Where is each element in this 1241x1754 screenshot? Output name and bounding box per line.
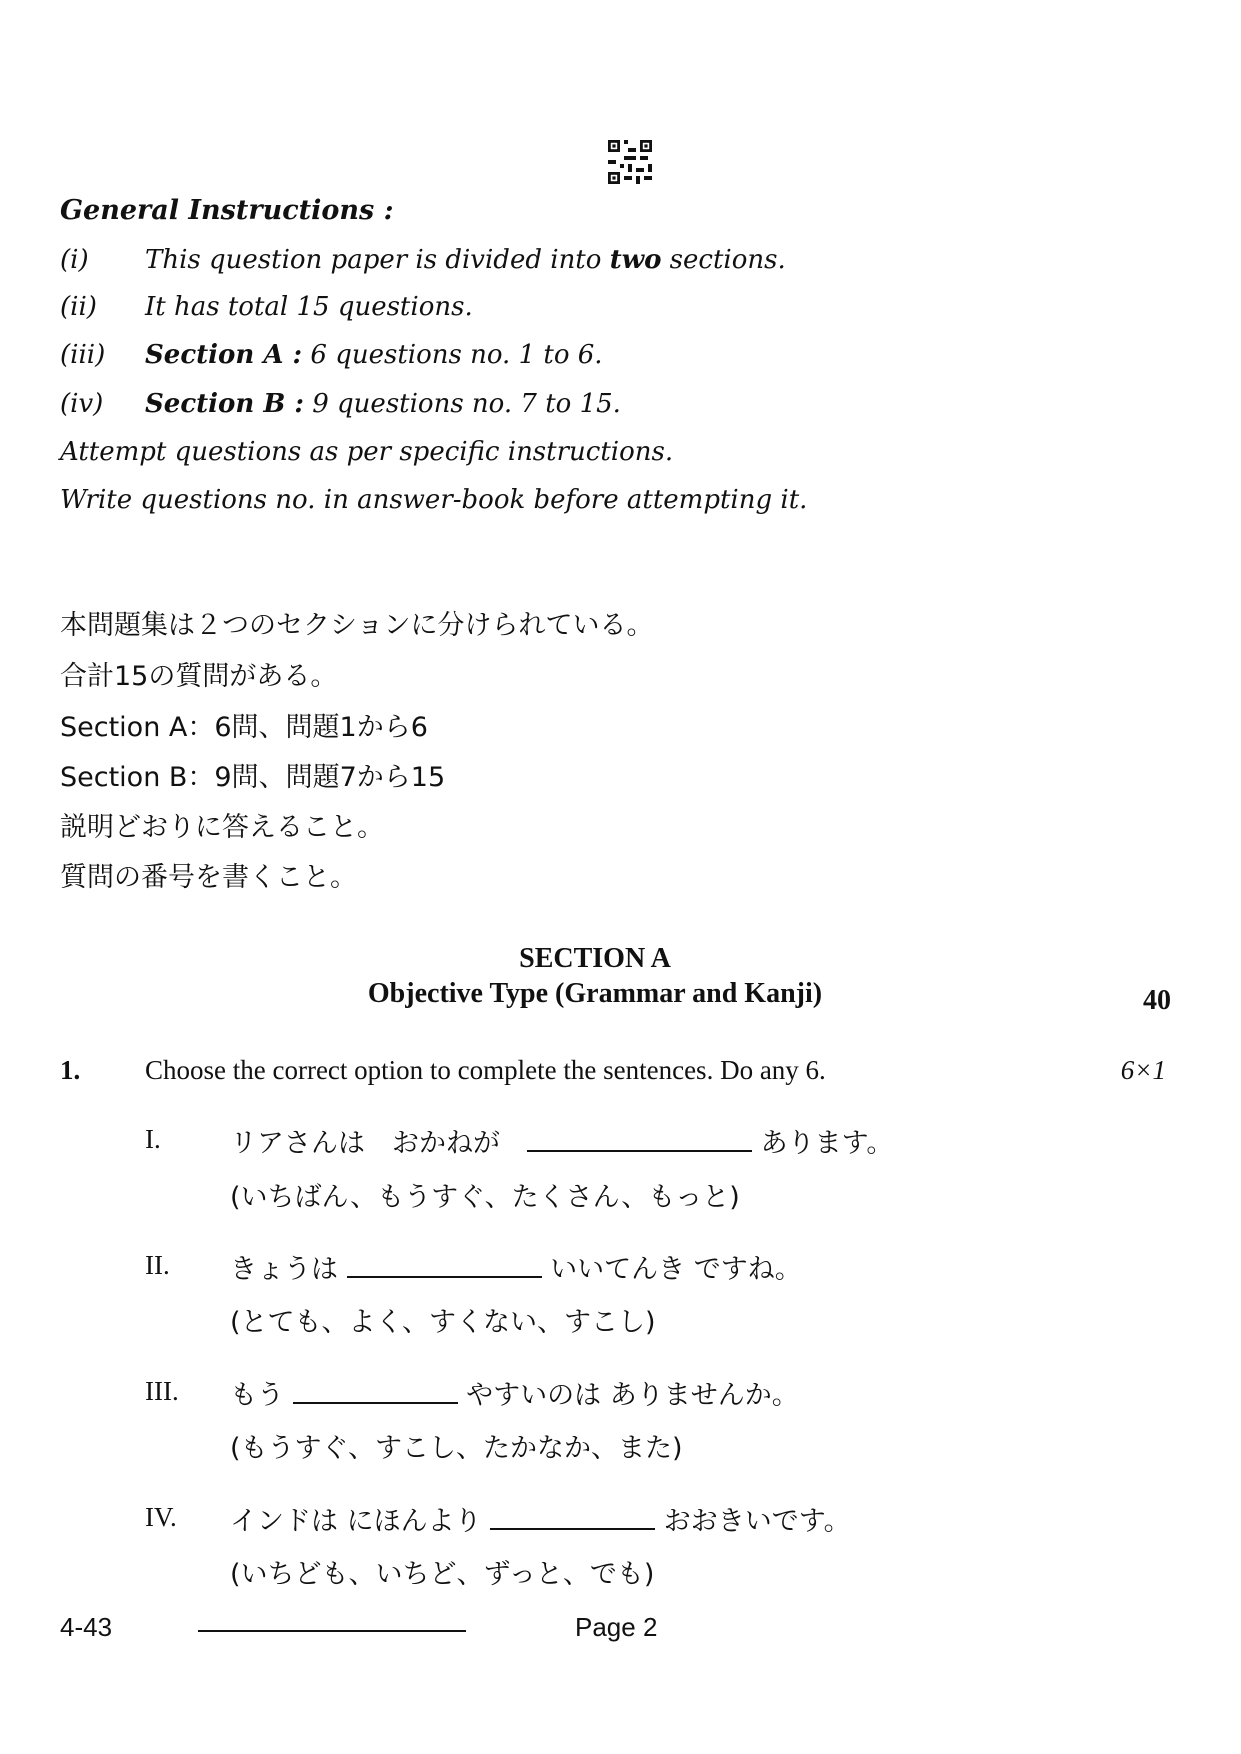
sub-question-number: I. bbox=[145, 1124, 161, 1154]
instruction-bold: two bbox=[609, 245, 662, 275]
question-text: Choose the correct option to complete the sentences. Do any 6. bbox=[145, 1055, 826, 1085]
answer-blank[interactable] bbox=[347, 1254, 542, 1278]
section-subtitle: Objective Type (Grammar and Kanji) bbox=[367, 978, 823, 1009]
sub-question-number: II. bbox=[145, 1250, 170, 1280]
instruction-text: sections. bbox=[661, 245, 786, 275]
instruction-text: 6 questions no. 1 to 6. bbox=[302, 340, 603, 370]
sub-question-number: IV. bbox=[145, 1502, 177, 1532]
section-marks: 40 bbox=[1143, 985, 1171, 1016]
jp-instruction: 合計15の質問がある。 bbox=[60, 661, 338, 692]
sub-question-sentence bbox=[230, 1121, 893, 1160]
jp-instruction: Section A：6問、問題1から6 bbox=[60, 712, 428, 743]
instruction-num: (iv) bbox=[60, 389, 104, 419]
sentence-part: いいてんき ですね。 bbox=[541, 1254, 802, 1285]
jp-instruction: 質問の番号を書くこと。 bbox=[60, 862, 357, 893]
sentence-part: あります。 bbox=[752, 1128, 894, 1159]
jp-instruction: 本問題集は２つのセクションに分けられている。 bbox=[60, 610, 654, 641]
question-marks: 6×1 bbox=[1120, 1055, 1166, 1085]
instruction-num: (i) bbox=[60, 245, 89, 275]
question-number: 1. bbox=[60, 1055, 81, 1085]
instruction-text: This question paper is divided into bbox=[145, 245, 610, 275]
sentence-part: インドは にほんより bbox=[230, 1506, 491, 1537]
instruction-text: 9 questions no. 7 to 15. bbox=[303, 389, 621, 419]
sub-question-options: (もうすぐ、すこし、たかなか、また) bbox=[230, 1433, 683, 1464]
instruction-bold: Section B : bbox=[145, 389, 304, 419]
sub-question-number: III. bbox=[145, 1376, 179, 1406]
page-number: Page 2 bbox=[575, 1612, 658, 1642]
sub-question-sentence bbox=[230, 1373, 799, 1412]
sub-question-sentence bbox=[230, 1499, 851, 1538]
qr-code-icon bbox=[608, 140, 652, 184]
general-instructions-title: General Instructions : bbox=[60, 195, 394, 226]
jp-instruction: 説明どおりに答えること。 bbox=[60, 812, 384, 843]
footer-divider bbox=[198, 1630, 466, 1632]
sub-question-options: (いちども、いちど、ずっと、でも) bbox=[230, 1559, 655, 1590]
instruction-num: (ii) bbox=[60, 292, 97, 322]
instruction-item bbox=[0, 245, 1241, 279]
answer-blank[interactable] bbox=[293, 1380, 458, 1404]
instruction-item bbox=[0, 389, 1241, 423]
sentence-part: きょうは bbox=[230, 1254, 347, 1285]
sentence-part: もう bbox=[230, 1380, 293, 1411]
jp-instruction: Section B：9問、問題7から15 bbox=[60, 762, 446, 793]
instruction-bold: Section A : bbox=[145, 340, 303, 370]
instruction-line: Write questions no. in answer-book before attempting it. bbox=[60, 485, 808, 515]
sentence-part: おおきいです。 bbox=[655, 1506, 851, 1537]
instruction-line: Attempt questions as per specific instructions. bbox=[60, 437, 674, 467]
sub-question-sentence bbox=[230, 1247, 802, 1286]
section-title: SECTION A bbox=[519, 943, 671, 974]
paper-code: 4-43 bbox=[60, 1612, 113, 1642]
sentence-part: リアさんは おかねが bbox=[230, 1128, 527, 1159]
instruction-item bbox=[0, 292, 1241, 326]
sub-question-options: (とても、よく、すくない、すこし) bbox=[230, 1307, 656, 1338]
instruction-num: (iii) bbox=[60, 340, 106, 370]
sentence-part: やすいのは ありませんか。 bbox=[457, 1380, 799, 1411]
instruction-text: It has total 15 questions. bbox=[145, 292, 473, 322]
sub-question-options: (いちばん、もうすぐ、たくさん、もっと) bbox=[230, 1182, 740, 1213]
answer-blank[interactable] bbox=[527, 1128, 752, 1152]
answer-blank[interactable] bbox=[490, 1506, 655, 1530]
instruction-item bbox=[0, 340, 1241, 374]
